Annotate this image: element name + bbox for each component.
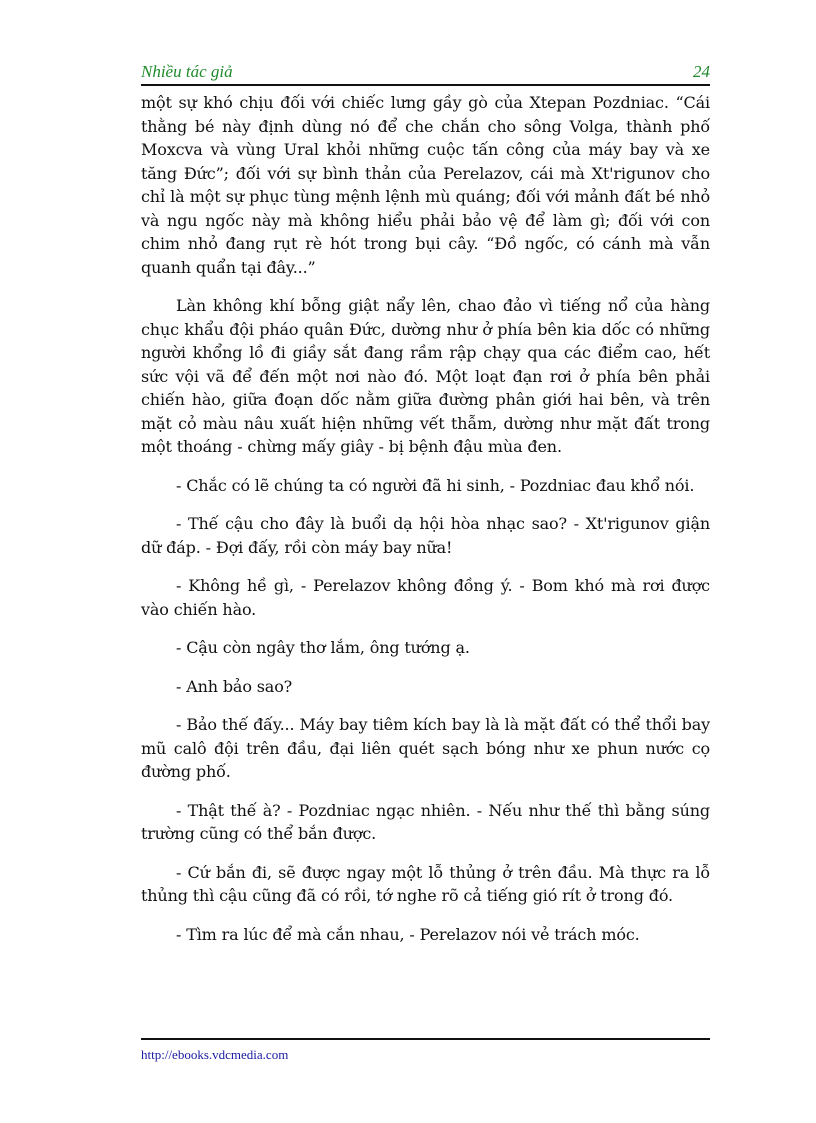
page-number: 24 [693, 62, 710, 81]
paragraph: Làn không khí bỗng giật nẩy lên, chao đảo vì tiếng nổ của hàng chục khẩu đội pháo quân Đức, dường như ở phía bên kia dốc có những người khổng lồ đi giầy sắt đang rầm rập chạy qua các điểm cao, hết sức vội vã để đến một nơi nào đó. Một loạt đạn rơi ở phía bên phải chiến hào, giữa đoạn dốc nằm giữa đường phân giới hai bên, và trên mặt cỏ màu nâu xuất hiện những vết thẫm, dường như mặt đất trong một thoáng - chừng mấy giây - bị bệnh đậu mùa đen. [141, 296, 710, 456]
book-title: Nhiều tác giả [141, 62, 233, 81]
paragraph: - Thế cậu cho đây là buổi dạ hội hòa nhạc sao? - Xt'rigunov giận dữ đáp. - Đợi đấy, rồi còn máy bay nữa! [141, 514, 710, 557]
footer-link[interactable]: http://ebooks.vdcmedia.com [141, 1047, 289, 1062]
page-header [141, 60, 710, 86]
paragraph: - Thật thế à? - Pozdniac ngạc nhiên. - Nếu như thế thì bằng súng trường cũng có thể bắn được. [141, 800, 710, 843]
footer-divider [141, 1038, 710, 1040]
paragraph: một sự khó chịu đối với chiếc lưng gầy gò của Xtepan Pozdniac. “Cái thằng bé này định dùng nó để che chắn cho sông Volga, thành phố Moxcva và vùng Ural khỏi những cuộc tấn công của máy bay và xe tăng Đức”; đối với sự bình thản của Perelazov, cái mà Xt'rigunov cho chỉ là một sự phục tùng mệnh lệnh mù quáng; đối với mảnh đất bé nhỏ và ngu ngốc này mà không hiểu phải bảo vệ để làm gì; đối với con chim nhỏ đang rụt rè hót trong bụi cây. “Đồ ngốc, có cánh mà vẫn quanh quẩn tại đây...” [141, 93, 710, 277]
paragraph: - Bảo thế đấy... Máy bay tiêm kích bay là là mặt đất có thể thổi bay mũ calô đội trên đầu, đại liên quét sạch bóng như xe phun nước cọ đường phố. [141, 715, 710, 781]
page-body [141, 91, 710, 961]
paragraph: - Chắc có lẽ chúng ta có người đã hi sinh, - Pozdniac đau khổ nói. [176, 475, 695, 495]
paragraph: - Anh bảo sao? [176, 676, 293, 696]
paragraph: - Tìm ra lúc để mà cắn nhau, - Perelazov nói vẻ trách móc. [176, 924, 640, 944]
paragraph: - Cậu còn ngây thơ lắm, ông tướng ạ. [176, 638, 470, 657]
paragraph: - Cứ bắn đi, sẽ được ngay một lỗ thủng ở trên đầu. Mà thực ra lỗ thủng thì cậu cũng đã có rồi, tớ nghe rõ cả tiếng gió rít ở trong đó. [141, 862, 710, 905]
paragraph: - Không hề gì, - Perelazov không đồng ý. - Bom khó mà rơi được vào chiến hào. [141, 576, 710, 619]
